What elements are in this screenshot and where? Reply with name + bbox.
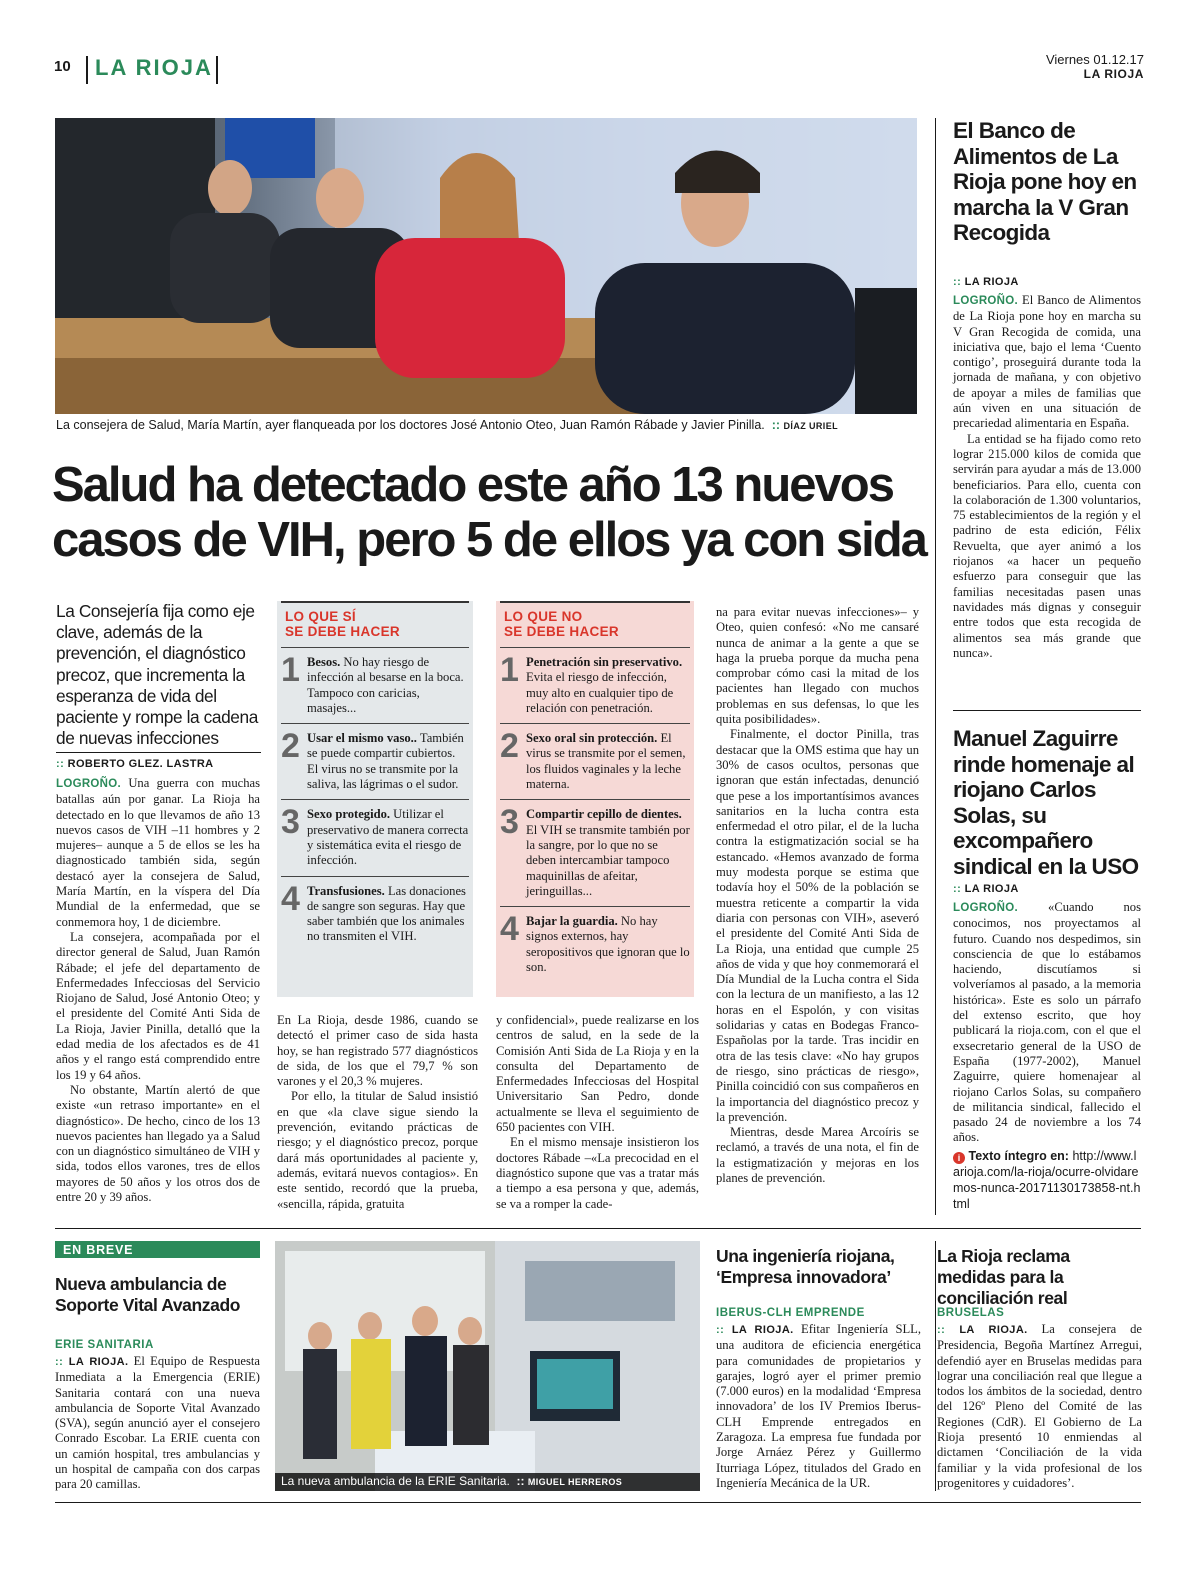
link-label: Texto íntegro en: (968, 1149, 1069, 1163)
full-text-link[interactable]: http://www.larioja.com/la-rioja/ocurre-olvidaremos-nunca-20171130173858-nt.html (953, 1149, 1141, 1211)
col1-p1: Una guerra con muchas batallas aún por ganar. La Rioja ha detectado en lo que llevamos de año 13 nuevos casos de VIH –11 hombres y 2 mujeres– aunque a 5 de ellos se les ha diagnosticado también sida, según destacó ayer la consejera de Salud, María Martín, en la víspera del Día Mundial de la enfermedad, que se conmemora hoy, 1 de diciembre. (56, 776, 260, 929)
ambulance-caption-text: La nueva ambulancia de la ERIE Sanitaria. (281, 1474, 510, 1488)
dont-box-item-title: Penetración sin preservativo. (526, 655, 683, 669)
col3-p1: y confidencial», puede realizarse en los centros de salud, en la sede de la Comisión Anti Sida de La Rioja y en la consulta del Departamento de Enfermedades Infecciosas del Hospital Universitario San Pedro, donde actualmente se lleva el seguimiento de 650 pacientes con VIH. (496, 1013, 699, 1135)
brief2-byline: :: LA RIOJA. (716, 1324, 794, 1336)
do-box-item-title: Usar el mismo vaso.. (307, 731, 417, 746)
brief2-headline: Una ingeniería riojana, ‘Empresa innovadora’ (716, 1246, 895, 1287)
side2-headline: Manuel Zaguirre rinde homenaje al riojano Carlos Solas, su excompañero sindical en la USO (953, 726, 1139, 879)
do-box-item-body: Las donaciones de sangre son seguras. Hay que saber también que los animales no transmiten el VIH. (307, 883, 466, 944)
brief-byline: :: LA RIOJA. (55, 1356, 129, 1368)
do-box-item-body: Utilizar el preservativo de manera correcta y sistemática evita el riesgo de infección. (307, 807, 469, 868)
page-number: 10 (54, 58, 71, 75)
dont-box-item-body: Evita el riesgo de infección, muy alto en cualquier tipo de relación con penetración. (526, 670, 674, 715)
do-box-item-title: Sexo protegido. (307, 807, 391, 822)
col3-p2: En el mismo mensaje insistieron los doctores Rábade –«La precocidad en el diagnóstico supone que vas a tratar más a tiempo a esa persona y que, además, se va a romper la cade- (496, 1135, 699, 1211)
main-col-1 (56, 776, 260, 1205)
headline-line-2: casos de VIH, pero 5 de ellos ya con sida (52, 513, 926, 567)
dont-box-item-title: Bajar la guardia. (526, 914, 618, 929)
main-byline: :: ROBERTO GLEZ. LASTRA (56, 758, 214, 770)
do-box-item (281, 799, 469, 875)
side1-p2: La entidad se ha fijado como reto lograr 215.000 kilos de comida que servirán para ayudar a más de 13.000 beneficiarios. Para ello, cuenta con la colaboración de 1.300 voluntarios, 75 establecimientos de la región y el padrino de esta edición, Félix Revuelta, que ayer animó a los riojanos «a hacer un pequeño esfuerzo para conseguir que las familias necesitadas pasen unas navidades más dignas y conseguir entre todos que esta recogida de alimentos sea más grande que nunca». (953, 431, 1141, 660)
side-separator (953, 710, 1141, 711)
photo-credit: DÍAZ URIEL (783, 421, 839, 431)
do-box (277, 601, 473, 997)
brief3-body (937, 1322, 1142, 1491)
dont-box-item-number: 1 (500, 651, 519, 689)
col1-p2: La consejera, acompañada por el director general de Salud, Juan Ramón Rábade; el jefe del departamento de Enfermedades Infecciosas del Servicio Riojano de Salud, José Antonio Oteo; y el presidente del Comité Anti Sida de La Rioja, Javier Pinilla, detalló que la edad media de los afectados es de 41 años y el rango está comprendido entre los 19 y 64 años. (56, 929, 260, 1082)
brief-body (55, 1354, 260, 1493)
do-box-item (281, 876, 469, 952)
col1-p3: No obstante, Martín alertó de que existe «un retraso importante» en el diagnóstico». De hecho, cinco de los 13 nuevos pacientes han llegado ya a Salud con un diagnóstico simultáneo de VIH y sida, todos ellos varones, tres de ellos mayores de 50 años y los otros dos de entre 20 y 39 años. (56, 1082, 260, 1205)
col4-p2: Finalmente, el doctor Pinilla, tras destacar que la OMS estima que hay un 30% de casos ocultos, personas que ignoran que están infectadas, denunció que pese a los importantísimos avances sanitarios en la lucha contra esta enfermedad el otro pilar, el de la lucha contra la estigmatización social se ha estancado. «Hemos avanzado de forma muy modesta porque se estima que todavía hoy el 50% de la población se muestra reticente a compartir la vida diaria con personas con VIH», aseveró el presidente del Comité Anti Sida de La Rioja, una entidad que cumple 25 años de vida y que hoy conmemorará el Día Mundial de la Lucha contra el Sida con la lectura de un manifiesto, a las 12 horas en el Espolón, y con visitas solidarias y catas en Bodegas Franco-Españolas por la tarde. Tras incidir en otra de las tesis clave: «No hay grupos de riesgo, sino prácticas de riesgo», Pinilla coincidió con sus compañeros en la importancia del diagnóstico precoz y la prevención. (716, 727, 919, 1124)
ambulance-photo-credit: MIGUEL HERREROS (527, 1477, 623, 1487)
do-box-item-number: 2 (281, 727, 300, 766)
dont-box-item (500, 799, 690, 906)
main-photo-caption (56, 418, 916, 434)
press-conference-illustration (55, 118, 917, 414)
paper-name: LA RIOJA (1083, 67, 1144, 81)
side2-dateline: LOGROÑO. (953, 902, 1019, 914)
byline-rule (56, 752, 261, 753)
main-col-2 (277, 1013, 478, 1212)
side1-byline: :: LA RIOJA (953, 276, 1019, 288)
col2-p1: En La Rioja, desde 1986, cuando se detectó el primer caso de sida hasta hoy, se han registrado 577 diagnósticos de sida, de los que el 79,7 % son varones y el 20,3 % mujeres. (277, 1013, 478, 1089)
headline-line-1: Salud ha detectado este año 13 nuevos (52, 458, 893, 512)
section-name: LA RIOJA (95, 55, 213, 80)
do-box-item-text (307, 807, 469, 868)
brief3-byline: :: LA RIOJA. (937, 1324, 1028, 1336)
dont-box-item-title: Compartir cepillo de dientes. (526, 807, 682, 822)
dont-box-title-1: LO QUE NO (504, 609, 583, 624)
side2-p1: «Cuando nos conocimos, nos proyectamos al futuro. Cuando nos despedimos, sin consciencia de que lo estábamos haciendo, discutíamos si volveríamos al pasado, a la memoria histórica». Este es solo un párrafo del extenso escrito, que hoy publicará la rioja.com, con el que el exsecretario general de la USO de España (1977-2002), Manuel Zaguirre, quiere homenajear al riojano Carlos Solas, su compañero de militancia sindical, fallecido el pasado 24 de noviembre a los 74 años. (953, 900, 1141, 1145)
brief-headline: Nueva ambulancia de Soporte Vital Avanzado (55, 1274, 241, 1315)
side1-p1: El Banco de Alimentos de La Rioja pone hoy en marcha su V Gran Recogida de comida, una iniciativa que, bajo el lema ‘Cuento contigo’, proseguirá durante toda la jornada de mañana, y con objetivo de apoyar a miles de familias que aún viven en una situación de precariedad alimentaria en España. (953, 293, 1141, 431)
dont-box-item (500, 647, 690, 723)
dont-box-item-number: 2 (500, 727, 519, 766)
brief3-headline: La Rioja reclama medidas para la conciliación real (937, 1246, 1070, 1308)
dont-box-item-text (526, 807, 690, 899)
side1-headline: El Banco de Alimentos de La Rioja pone hoy en marcha la V Gran Recogida (953, 118, 1137, 245)
side1-dateline: LOGROÑO. (953, 295, 1019, 307)
main-col-4 (716, 605, 919, 1186)
dont-box-item-text (526, 731, 690, 792)
side1-body (953, 293, 1141, 661)
brief2-body (716, 1322, 921, 1491)
do-box-item-text (307, 731, 469, 792)
do-box-items (281, 647, 469, 952)
ambulance-illustration (275, 1241, 700, 1491)
dont-box-item-body: El virus se transmite por el semen, los fluidos vaginales y la leche materna. (526, 731, 686, 792)
col2-p2: Por ello, la titular de Salud insistió en que «la clave sigue siendo la prevención, evitando prácticas de riesgo; y el diagnóstico precoz, porque dará más oportunidades al paciente y, además, evitará nuevos contagios». En este sentido, recordó que la prueba, «sencilla, rápida, gratuita (277, 1089, 478, 1211)
header-divider-left (86, 56, 88, 84)
dont-box-item (500, 723, 690, 799)
main-photo (55, 118, 917, 414)
dont-box-title-2: SE DEBE HACER (504, 624, 619, 639)
dateline: LOGROÑO. (56, 778, 122, 790)
brief2-text: Efitar Ingeniería SLL, una auditora de eficiencia energética para comunidades de propietarios y garajes, logró ayer el primer premio (7.000 euros) en la modalidad ‘Empresa innovadora’ de los IV Premios Iberus-CLH Emprende entregados en Zaragoza. La empresa fue fundada por Jorge Arnáez Pérez y Guillermo Iturriaga López, titulados del Grado en Ingeniería Mecánica de la UR. (716, 1322, 921, 1490)
brief3-text: La consejera de Presidencia, Begoña Martínez Arregui, defendió ayer en Bruselas medidas para lograr una conciliación real que llegue a todos los ámbitos de la sociedad, dentro del 126º Pleno del Comité de las Regiones (CdR). El Gobierno de La Rioja presentó 10 enmiendas al dictamen ‘Conciliación de la vida familiar y la vida profesional de los progenitores y cuidadores’. (937, 1322, 1142, 1490)
dont-box-item-number: 3 (500, 803, 519, 842)
dont-box-items (500, 647, 690, 982)
side2-byline: :: LA RIOJA (953, 883, 1019, 895)
col4-p3: Mientras, desde Marea Arcoíris se reclamó, a través de una nota, el fin de la estigmatización y mejoras en los planes de prevención. (716, 1125, 919, 1185)
brief3-kicker: BRUSELAS (937, 1307, 1005, 1319)
ambulance-photo (275, 1241, 700, 1491)
bottom-rule (55, 1502, 1141, 1503)
header-divider-right (216, 56, 218, 84)
dont-box-item-number: 4 (500, 910, 519, 949)
side2-link-block (953, 1148, 1141, 1212)
do-box-item-number: 3 (281, 803, 300, 842)
right-column-rule (935, 118, 936, 1215)
dont-box-item-body: No hay signos externos, hay seropositivos que ignoran que lo son. (526, 914, 690, 975)
do-box-item (281, 647, 469, 723)
side2-body (953, 900, 1141, 1146)
bottom-top-rule (55, 1228, 1141, 1229)
dont-box-item (500, 906, 690, 982)
caption-text: La consejera de Salud, María Martín, ayer flanqueada por los doctores José Antonio Oteo, Juan Ramón Rábade y Javier Pinilla. (56, 418, 765, 432)
caption-dots: :: (768, 418, 784, 432)
do-box-item-number: 4 (281, 879, 300, 918)
do-box-item-number: 1 (281, 651, 300, 689)
do-box-item (281, 723, 469, 799)
brief-tag: EN BREVE (55, 1241, 260, 1258)
subhead: La Consejería fija como eje clave, además de la prevención, el diagnóstico precoz, que incrementa la esperanza de vida del paciente y rompe la cadena de nuevas infecciones (56, 601, 258, 749)
dont-box-item-title: Sexo oral sin protección. (526, 731, 658, 746)
brief2-kicker: IBERUS-CLH EMPRENDE (716, 1307, 865, 1319)
do-box-item-title: Transfusiones. (307, 883, 385, 898)
do-box-title-1: LO QUE SÍ (285, 609, 356, 624)
do-box-title-2: SE DEBE HACER (285, 624, 400, 639)
dont-box-item-body: El VIH se transmite también por la sangre, por lo que no se deben intercambiar tampoco maquinillas de afeitar, jeringuillas... (526, 822, 690, 898)
do-box-item-text (307, 884, 469, 945)
dont-box-item-text (526, 914, 690, 975)
issue-date: Viernes 01.12.17 (1045, 52, 1144, 67)
brief-kicker: ERIE SANITARIA (55, 1339, 154, 1351)
dont-box-item-text (526, 655, 690, 716)
do-box-item-body: También se puede compartir cubiertos. El virus no se transmite por la saliva, las lágrimas o el sudor. (307, 731, 464, 792)
info-icon: i (953, 1152, 965, 1164)
do-box-item-title: Besos. (307, 655, 341, 669)
dont-box (496, 601, 694, 997)
main-col-3 (496, 1013, 699, 1212)
brief3-rule (935, 1241, 936, 1491)
do-box-item-text (307, 655, 469, 716)
col4-p1: na para evitar nuevas infecciones»– y Oteo, quien confesó: «No me cansaré nunca de animar a la gente a que se haga la prueba porque da mucha pena comprobar cómo casi la mitad de los pacientes han llegado con muchos problemas en sus defensas, lo que les quita posibilidades». (716, 605, 919, 727)
ambulance-caption: La nueva ambulancia de la ERIE Sanitaria. :: MIGUEL HERREROS (275, 1473, 700, 1491)
main-headline (52, 458, 926, 568)
do-box-item-body: No hay riesgo de infección al besarse en la boca. Tampoco con caricias, masajes... (307, 655, 464, 715)
brief-text: El Equipo de Respuesta Inmediata a la Emergencia (ERIE) Sanitaria contará con una nueva ambulancia de Soporte Vital Avanzado (SVA), según anunció ayer el consejero Conrado Escobar. La ERIE cuenta con un camión hospital, tres ambulancias y un hospital de campaña con dos carpas para 20 camillas. (55, 1354, 260, 1492)
